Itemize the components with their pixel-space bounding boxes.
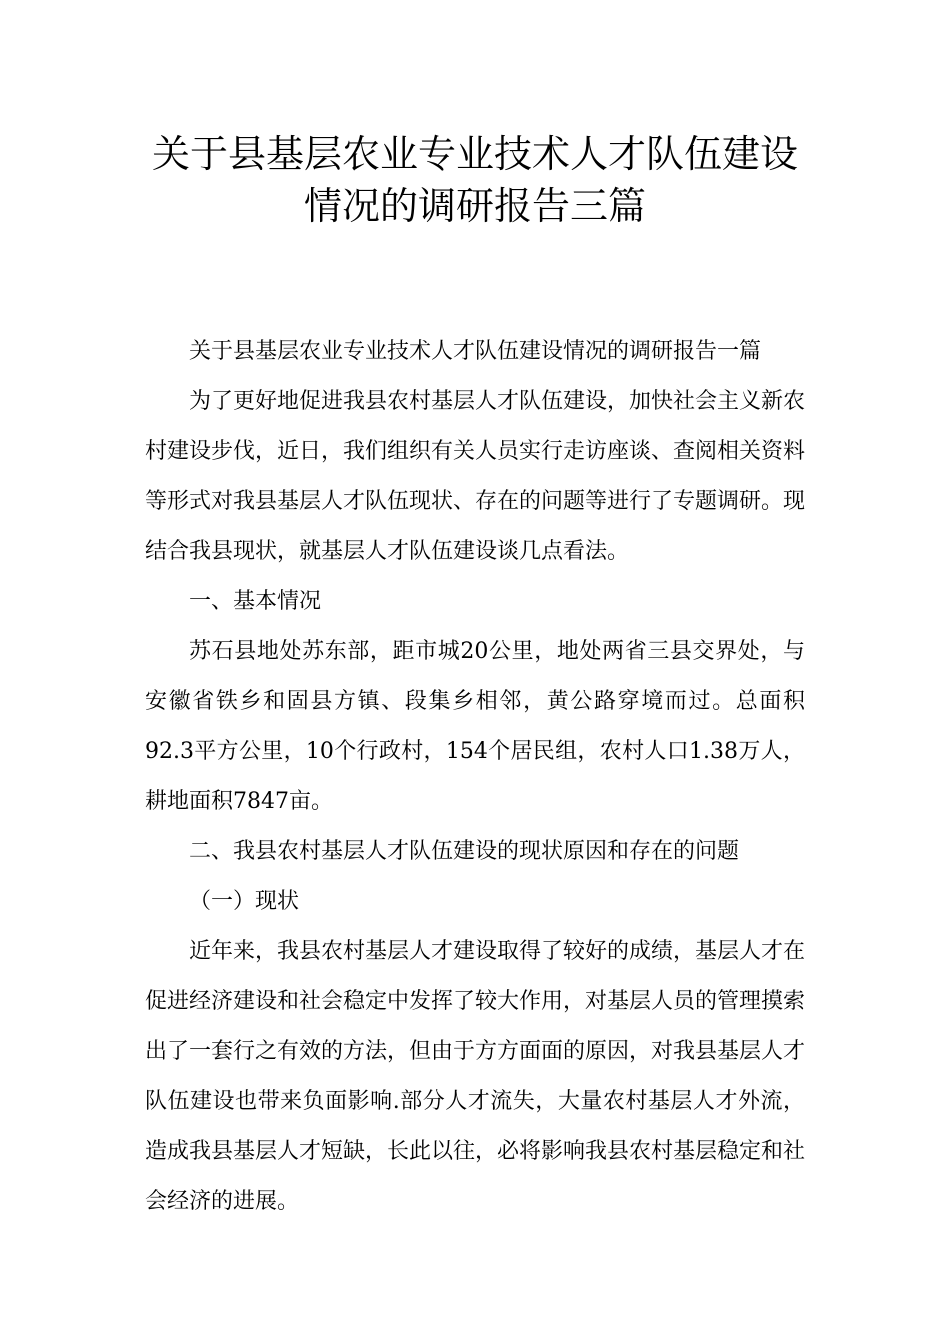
basic-info-paragraph: 苏石县地处苏东部，距市城20公里，地处两省三县交界处，与安徽省铁乡和固县方镇、段集乡相邻，黄公路穿境而过。总面积92.3平方公里，10个行政村，154个居民组，农村人口1.38万人，耕地面积7847亩。 <box>145 639 805 814</box>
subtitle-paragraph: 关于县基层农业专业技术人才队伍建设情况的调研报告一篇 <box>189 339 762 364</box>
section-heading-basic: 一、基本情况 <box>189 589 322 614</box>
status-paragraph: 近年来，我县农村基层人才建设取得了较好的成绩，基层人才在促进经济建设和社会稳定中发挥了较大作用，对基层人员的管理摸索出了一套行之有效的方法，但由于方方面面的原因，对我县基层人才队伍建设也带来负面影响.部分人才流失，大量农村基层人才外流，造成我县基层人才短缺，长此以往，必将影响我县农村基层稳定和社会经济的进展。 <box>145 939 806 1214</box>
subsection-heading-status: （一）现状 <box>189 889 300 914</box>
intro-paragraph: 为了更好地促进我县农村基层人才队伍建设，加快社会主义新农村建设步伐，近日，我们组织有关人员实行走访座谈、查阅相关资料等形式对我县基层人才队伍现状、存在的问题等进行了专题调研。现结合我县现状，就基层人才队伍建设谈几点看法。 <box>145 389 806 564</box>
section-heading-problems: 二、我县农村基层人才队伍建设的现状原因和存在的问题 <box>189 839 740 864</box>
document-title-line-1: 关于县基层农业专业技术人才队伍建设 <box>151 132 798 176</box>
document-title-line-2: 情况的调研报告三篇 <box>303 184 646 228</box>
